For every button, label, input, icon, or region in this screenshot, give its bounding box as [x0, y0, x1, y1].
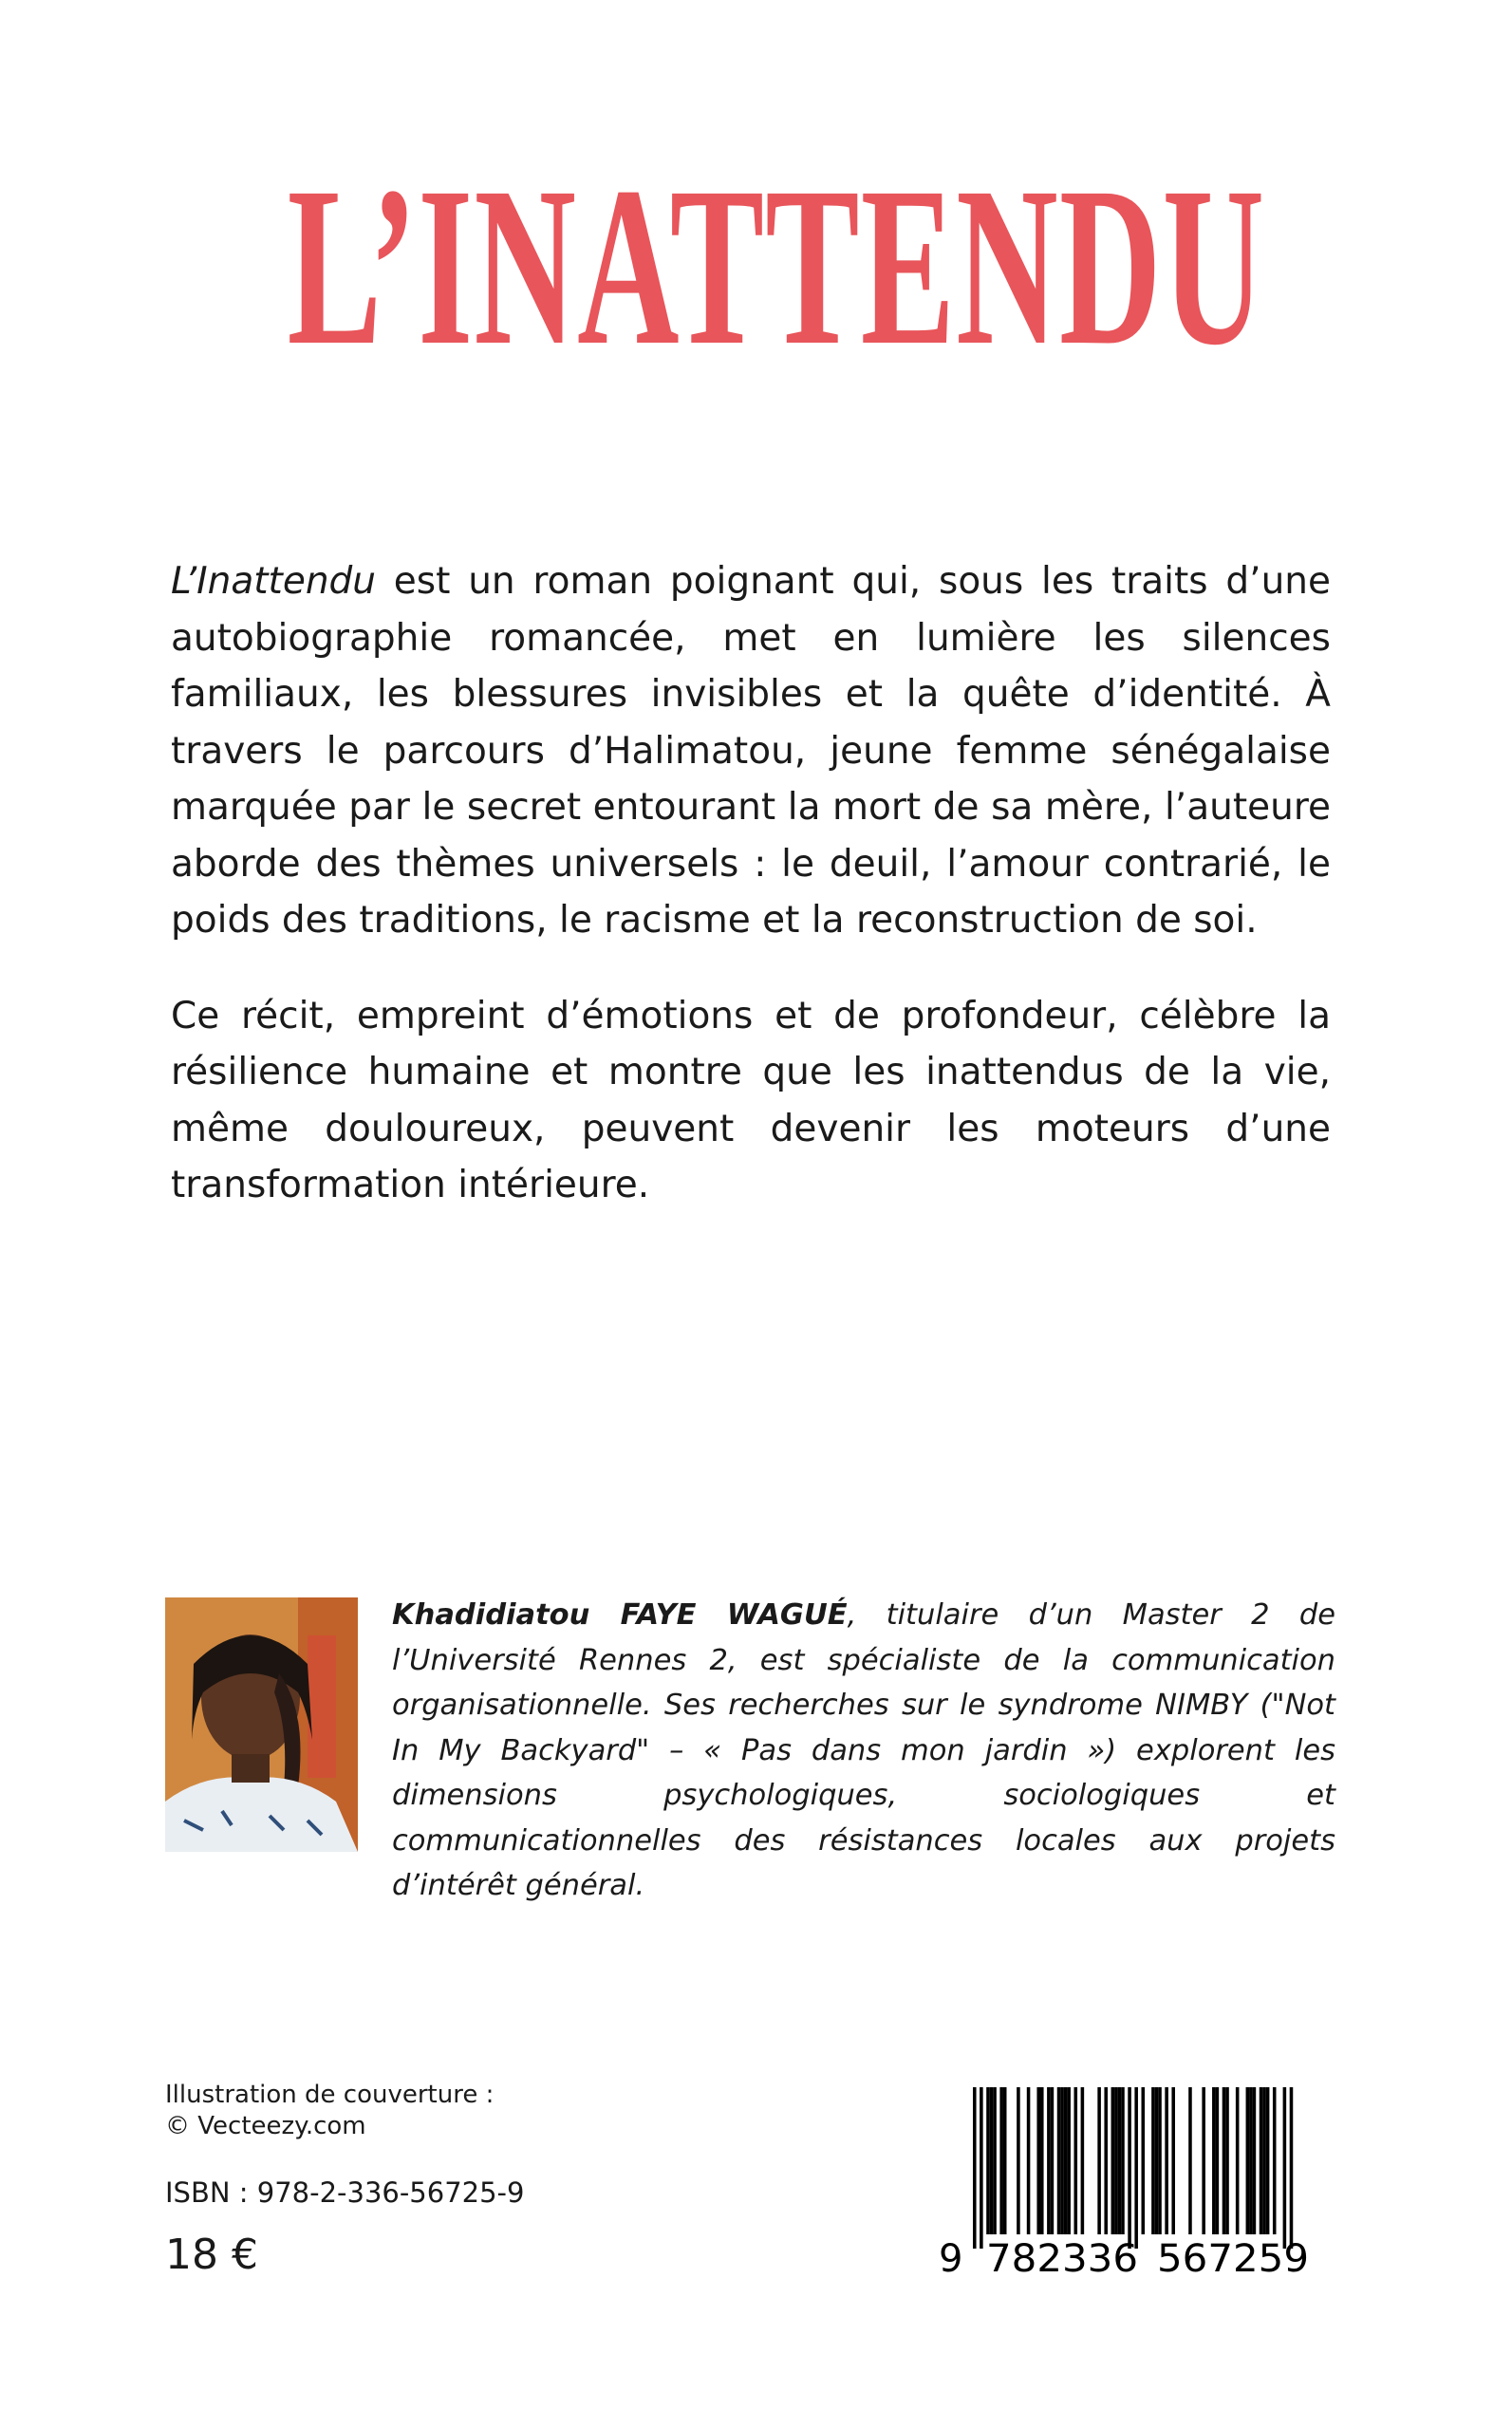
- barcode-right-group: 567259: [1157, 2237, 1309, 2277]
- barcode-bar: [1246, 2087, 1250, 2234]
- barcode-bar: [1017, 2087, 1020, 2234]
- barcode-bar: [1155, 2087, 1159, 2234]
- credits-line-1: Illustration de couverture :: [165, 2081, 495, 2109]
- author-bio-text: , titulaire d’un Master 2 de l’Université Rennes 2, est spécialiste de la communication organisationnelle. Ses recherches sur le syndrome NIMBY ("Not In My Backyard" – « Pas dans mon jardin ») explorent les dimensions psychologiques, sociologiques et communicationnelles des résistances locales aux projets d’intérêt général.: [392, 1598, 1335, 1902]
- barcode-bar: [1060, 2087, 1064, 2234]
- barcode-bar: [973, 2087, 977, 2249]
- barcode-left-group: 782336: [986, 2237, 1138, 2277]
- barcode-bar: [1121, 2087, 1125, 2234]
- barcode-bar: [1188, 2087, 1192, 2234]
- barcode-bar: [1165, 2087, 1168, 2234]
- barcode-bar: [1104, 2087, 1108, 2234]
- barcode-bar: [1134, 2087, 1138, 2249]
- barcode-bar: [1260, 2087, 1263, 2234]
- author-photo: [165, 1597, 358, 1852]
- barcode-bar: [1283, 2087, 1287, 2249]
- barcode-bar: [1290, 2087, 1294, 2249]
- barcode-bar: [986, 2087, 990, 2234]
- barcode-bar: [1057, 2087, 1061, 2234]
- barcode-bar: [1003, 2087, 1007, 2234]
- author-bio: [392, 1593, 1335, 1909]
- barcode-bar: [993, 2087, 997, 2234]
- barcode-bar: [1212, 2087, 1216, 2234]
- barcode-bar: [1151, 2087, 1155, 2234]
- summary-title-italic: L’Inattendu: [171, 560, 377, 603]
- barcode-bar: [1158, 2087, 1162, 2234]
- barcode-bar: [980, 2087, 983, 2249]
- barcode-bar: [1249, 2087, 1253, 2234]
- barcode-bar: [1027, 2087, 1031, 2234]
- barcode-bar: [1216, 2087, 1220, 2234]
- barcode-bar: [1236, 2087, 1240, 2234]
- illustration-credits: [165, 2080, 494, 2142]
- summary-paragraph-1: [171, 553, 1331, 949]
- barcode-bar: [1097, 2087, 1101, 2234]
- barcode-bar: [1266, 2087, 1270, 2234]
- barcode-bar: [1273, 2087, 1277, 2234]
- barcode-bar: [1081, 2087, 1085, 2234]
- barcode-bar: [1171, 2087, 1175, 2234]
- barcode-bar: [1262, 2087, 1266, 2234]
- barcode-bar: [1225, 2087, 1229, 2234]
- barcode-bar: [1142, 2087, 1146, 2234]
- author-name: Khadidiatou FAYE WAGUÉ: [392, 1598, 848, 1632]
- credits-line-2: © Vecteezy.com: [165, 2112, 366, 2140]
- barcode-bar: [999, 2087, 1003, 2234]
- barcode-bar: [1051, 2087, 1055, 2234]
- author-portrait-illustration: [165, 1597, 358, 1852]
- barcode-bar: [1047, 2087, 1051, 2234]
- book-title: L’INATTENDU: [287, 140, 1266, 392]
- isbn-number: ISBN : 978-2-336-56725-9: [165, 2176, 525, 2209]
- barcode-bar: [1202, 2087, 1205, 2234]
- barcode-bar: [1223, 2087, 1226, 2234]
- barcode-bars: [973, 2087, 1293, 2249]
- barcode-bar: [1064, 2087, 1068, 2234]
- barcode-bar: [1040, 2087, 1044, 2234]
- summary-paragraph-1-text: est un roman poignant qui, sous les traits d’une autobiographie romancée, met en lumière les silences familiaux, les blessures invisibles et la quête d’identité. À travers le parcours d’Halimatou, jeune femme sénégalaise marquée par le secret entourant la mort de sa mère, l’auteure aborde des thèmes universels : le deuil, l’amour contrarié, le poids des traditions, le racisme et la reconstruction de soi.: [171, 560, 1331, 942]
- summary-paragraph-2: Ce récit, empreint d’émotions et de profondeur, célèbre la résilience humaine et montre que les inattendus de la vie, même douloureux, peuvent devenir les moteurs d’une transformation intérieure.: [171, 994, 1331, 1206]
- barcode-bar: [1111, 2087, 1115, 2234]
- barcode: [937, 2087, 1335, 2277]
- barcode-first-digit: 9: [939, 2237, 963, 2277]
- barcode-bar: [1036, 2087, 1040, 2234]
- barcode-bar: [1128, 2087, 1131, 2249]
- barcode-bar: [1114, 2087, 1118, 2234]
- barcode-bar: [1253, 2087, 1257, 2234]
- barcode-bar: [990, 2087, 994, 2234]
- price: 18 €: [165, 2231, 258, 2279]
- book-summary: [171, 553, 1331, 1253]
- barcode-bar: [1067, 2087, 1071, 2234]
- barcode-bar: [1118, 2087, 1122, 2234]
- barcode-bar: [1074, 2087, 1078, 2234]
